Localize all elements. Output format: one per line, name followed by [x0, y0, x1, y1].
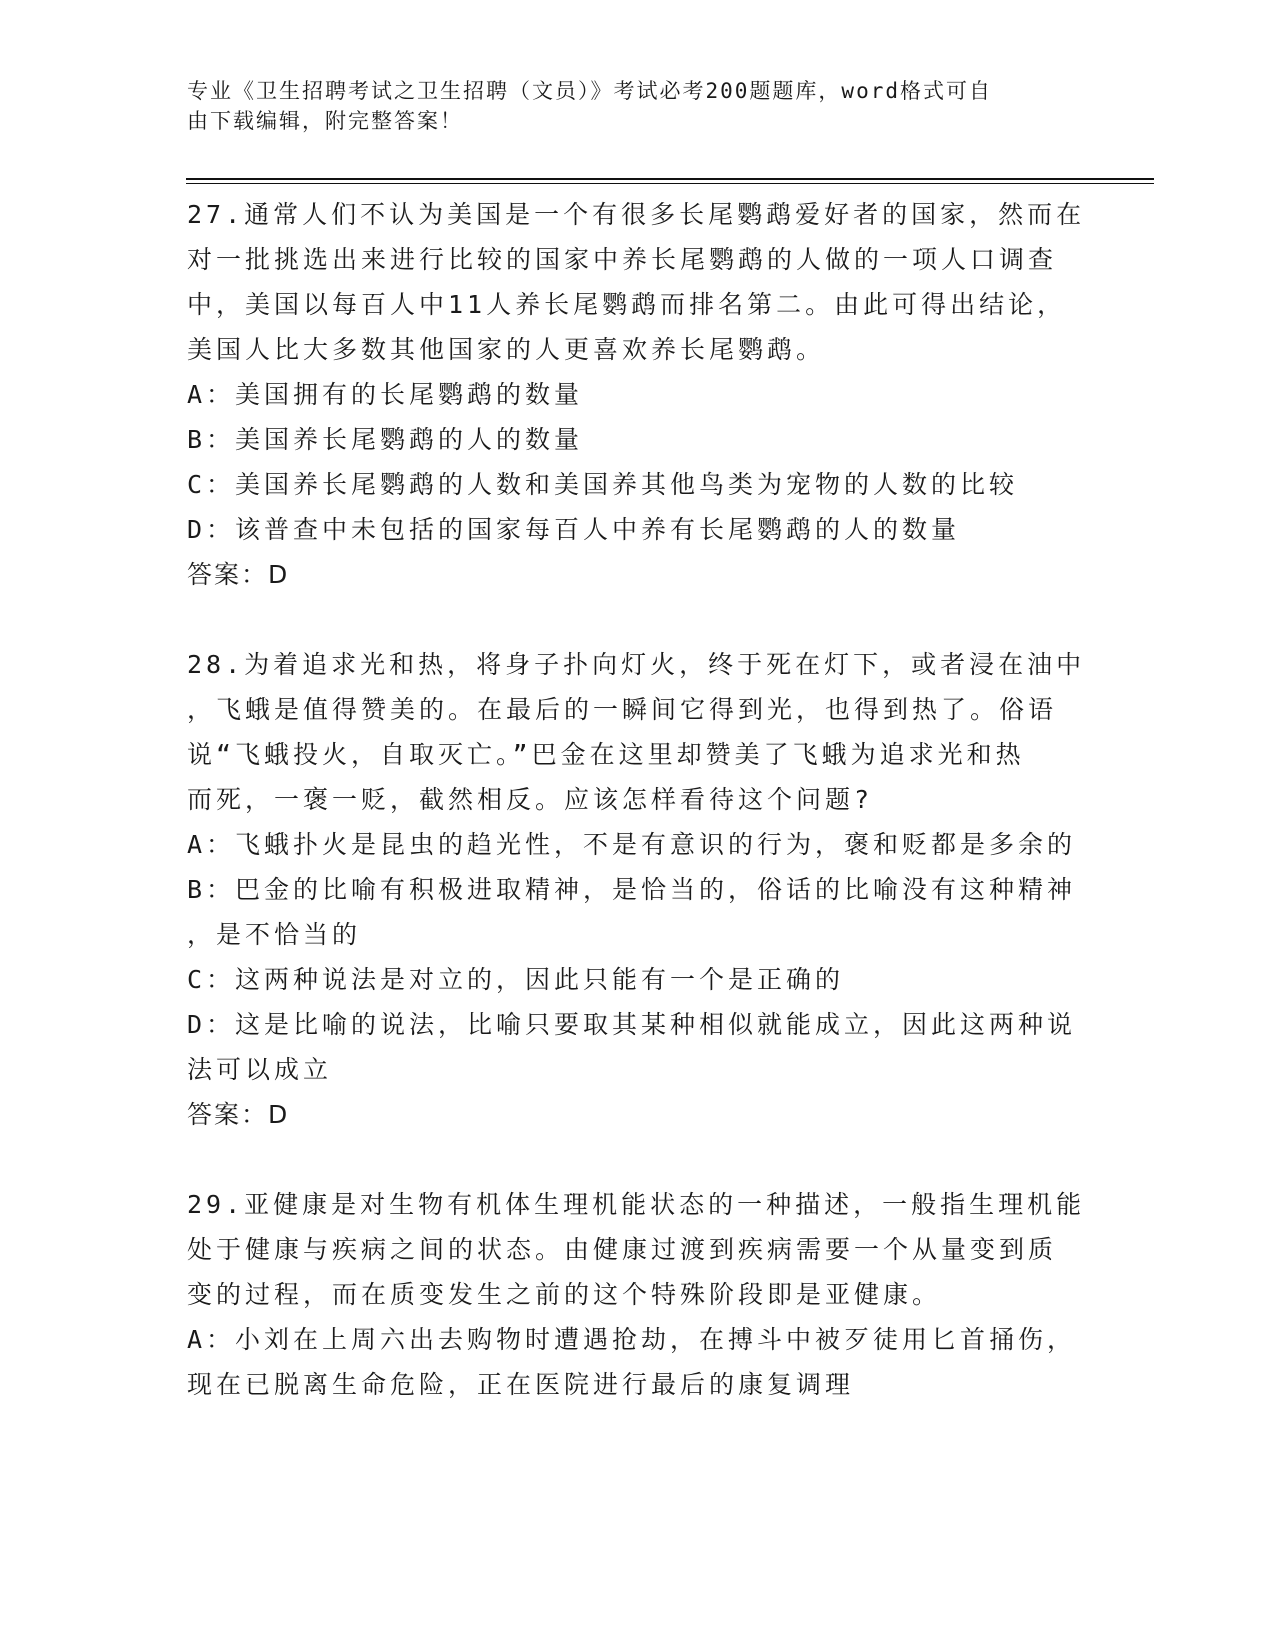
- question-text: 27.通常人们不认为美国是一个有很多长尾鹦鹉爱好者的国家，然而在: [187, 200, 1086, 229]
- option-d: D：该普查中未包括的国家每百人中养有长尾鹦鹉的人的数量: [187, 515, 961, 544]
- question-text: 28.为着追求光和热，将身子扑向灯火，终于死在灯下，或者浸在油中: [187, 650, 1086, 679]
- header-line-1: 专业《卫生招聘考试之卫生招聘（文员）》考试必考200题题库，word格式可自: [187, 79, 992, 103]
- option-a: A：小刘在上周六出去购物时遭遇抢劫，在搏斗中被歹徒用匕首捅伤，: [187, 1325, 1077, 1354]
- question-text: 变的过程，而在质变发生之前的这个特殊阶段即是亚健康。: [187, 1280, 942, 1309]
- header-divider-thin: [186, 183, 1154, 184]
- question-text: 美国人比大多数其他国家的人更喜欢养长尾鹦鹉。: [187, 335, 826, 364]
- question-text: 说“飞蛾投火，自取灭亡。”巴金在这里却赞美了飞蛾为追求光和热: [187, 740, 1025, 769]
- question-block: [187, 642, 1086, 1137]
- option-a: A：飞蛾扑火是昆虫的趋光性，不是有意识的行为，褒和贬都是多余的: [187, 830, 1077, 859]
- question-text: 而死，一褒一贬，截然相反。应该怎样看待这个问题?: [187, 785, 874, 814]
- question-text: 对一批挑选出来进行比较的国家中养长尾鹦鹉的人做的一项人口调查: [187, 245, 1058, 274]
- option-b: B：美国养长尾鹦鹉的人的数量: [187, 425, 584, 454]
- answer-text: 答案：D: [187, 560, 290, 589]
- question-list: [187, 192, 1086, 1407]
- option-b-continued: ，是不恰当的: [187, 920, 362, 949]
- option-c: C：美国养长尾鹦鹉的人数和美国养其他鸟类为宠物的人数的比较: [187, 470, 1019, 499]
- question-text: 处于健康与疾病之间的状态。由健康过渡到疾病需要一个从量变到质: [187, 1235, 1058, 1264]
- option-c: C：这两种说法是对立的，因此只能有一个是正确的: [187, 965, 845, 994]
- option-a: A：美国拥有的长尾鹦鹉的数量: [187, 380, 584, 409]
- question-text: 29.亚健康是对生物有机体生理机能状态的一种描述，一般指生理机能: [187, 1190, 1086, 1219]
- question-block: [187, 192, 1086, 597]
- question-text: ，飞蛾是值得赞美的。在最后的一瞬间它得到光，也得到热了。俗语: [187, 695, 1058, 724]
- answer-text: 答案：D: [187, 1100, 290, 1129]
- option-d: D：这是比喻的说法，比喻只要取其某种相似就能成立，因此这两种说: [187, 1010, 1077, 1039]
- question-spacer: [187, 597, 1077, 642]
- option-d-continued: 法可以成立: [187, 1055, 333, 1084]
- document-header: [187, 76, 1067, 136]
- question-text: 中，美国以每百人中11人养长尾鹦鹉而排名第二。由此可得出结论，: [187, 290, 1067, 319]
- question-block: [187, 1182, 1086, 1407]
- option-b: B：巴金的比喻有积极进取精神，是恰当的，俗话的比喻没有这种精神: [187, 875, 1077, 904]
- option-a-continued: 现在已脱离生命危险，正在医院进行最后的康复调理: [187, 1370, 855, 1399]
- header-line-2: 由下载编辑，附完整答案！: [187, 109, 463, 133]
- question-spacer: [187, 1137, 1077, 1182]
- header-divider: [186, 178, 1154, 180]
